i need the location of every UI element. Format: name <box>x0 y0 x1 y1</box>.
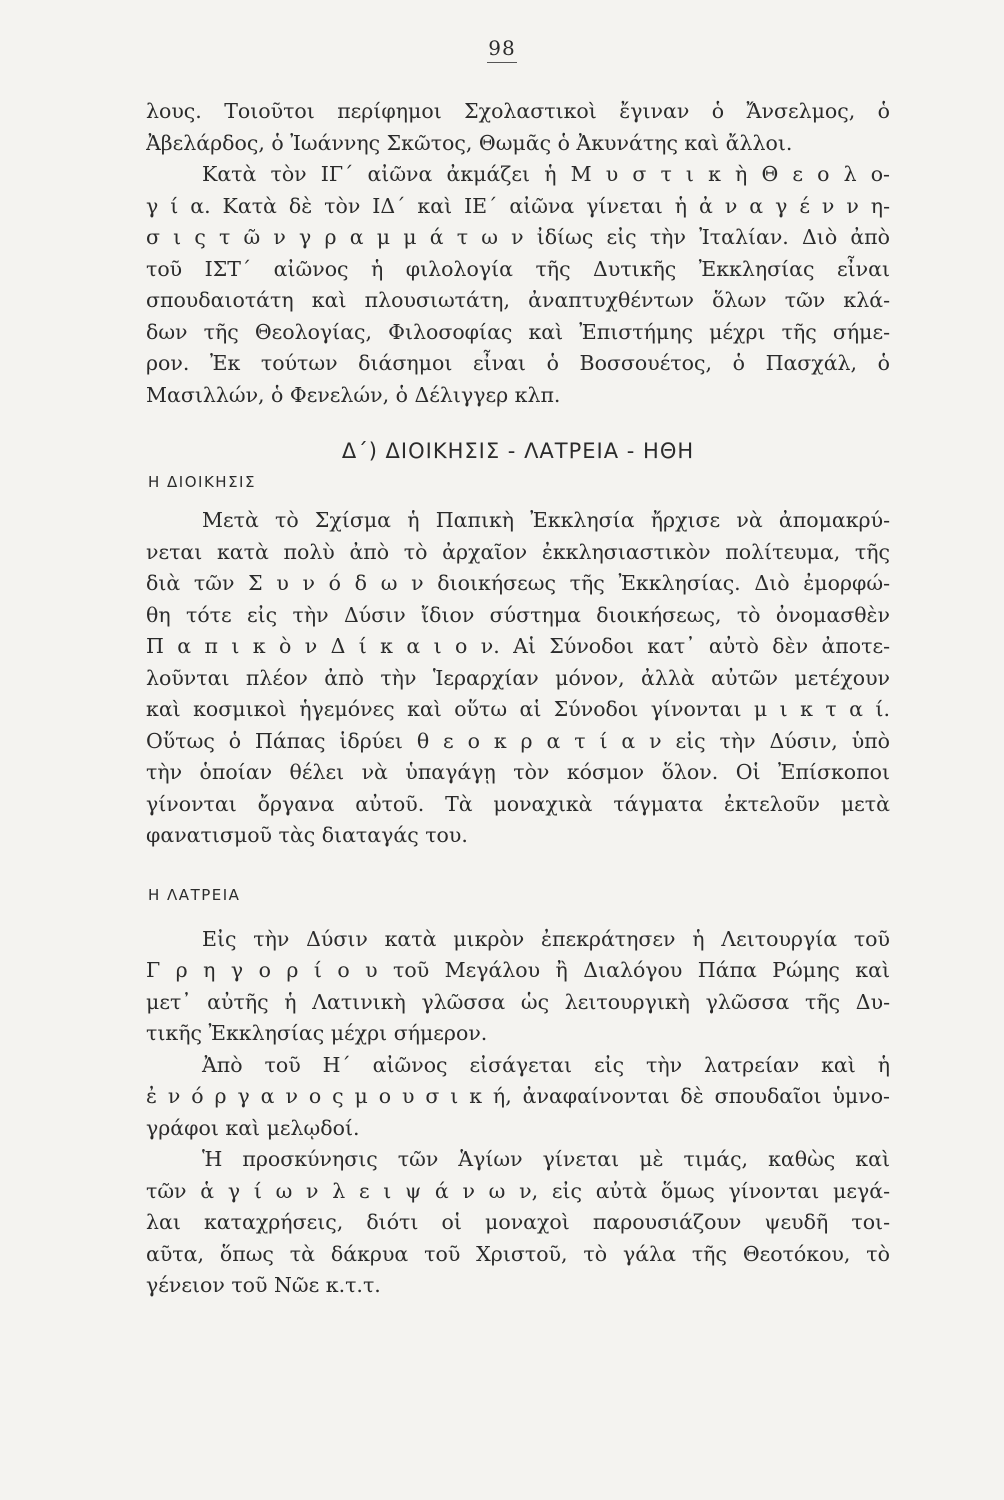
text-line: μετ᾿ αὐτῆς ἡ Λατινικὴ γλῶσσα ὡς λειτουργικὴ γλῶσσα τῆς Δυ- <box>146 989 890 1014</box>
text-line: Γ ρ η γ ο ρ ί ο υ τοῦ Μεγάλου ἢ Διαλόγου Πάπα Ρώμης καὶ <box>146 958 890 982</box>
text-line: γράφοι καὶ μελῳδοί. <box>146 1115 360 1140</box>
text-line: Ἡ προσκύνησις τῶν Ἁγίων γίνεται μὲ τιμάς, καθὼς καὶ <box>202 1147 890 1171</box>
text-line: δων τῆς Θεολογίας, Φιλοσοφίας καὶ Ἐπιστήμης μέχρι τῆς σήμε- <box>146 319 890 344</box>
text-line: λοῦνται πλέον ἀπὸ τὴν Ἱεραρχίαν μόνον, ἀλλὰ αὐτῶν μετέχουν <box>146 665 890 690</box>
text-line: Ἀβελάρδος, ὁ Ἰωάννης Σκῶτος, Θωμᾶς ὁ Ἀκυνάτης καὶ ἄλλοι. <box>146 130 793 155</box>
page-number: 98 <box>0 36 1004 63</box>
text-line: Οὕτως ὁ Πάπας ἱδρύει θ ε ο κ ρ α τ ί α ν εἰς τὴν Δύσιν, ὑπὸ <box>146 728 890 753</box>
text-line: Μετὰ τὸ Σχίσμα ἡ Παπικὴ Ἐκκλησία ἤρχισε νὰ ἀπομακρύ- <box>202 508 890 532</box>
text-line: Εἰς τὴν Δύσιν κατὰ μικρὸν ἐπεκράτησεν ἡ Λειτουργία τοῦ <box>202 926 890 951</box>
text-line: λαι καταχρήσεις, διότι οἱ μοναχοὶ παρουσιάζουν ψευδῆ τοι- <box>146 1210 890 1234</box>
page-body <box>146 96 890 1302</box>
worship-paragraphs <box>146 924 890 1302</box>
text-line: Ἀπὸ τοῦ Η΄ αἰῶνος εἰσάγεται εἰς τὴν λατρείαν καὶ ἡ <box>202 1052 890 1077</box>
subheading-administration: Η ΔΙΟΙΚΗΣΙΣ <box>148 473 256 491</box>
text-line: νεται κατὰ πολὺ ἀπὸ τὸ ἀρχαῖον ἐκκλησιαστικὸν πολίτευμα, τῆς <box>146 539 890 564</box>
text-line: θη τότε εἰς τὴν Δύσιν ἴδιον σύστημα διοικήσεως, τὸ ὀνομασθὲν <box>146 602 890 627</box>
text-line: διὰ τῶν Σ υ ν ό δ ω ν διοικήσεως τῆς Ἐκκλησίας. Διὸ ἐμορφώ- <box>146 571 890 595</box>
administration-paragraph <box>146 505 890 852</box>
subheading-worship: Η ΛΑΤΡΕΙΑ <box>148 885 241 904</box>
text-line: Μασιλλών, ὁ Φενελών, ὁ Δέλιγγερ κλπ. <box>146 382 561 407</box>
text-line: γ ί α. Κατὰ δὲ τὸν ΙΔ΄ καὶ ΙΕ΄ αἰῶνα γίνεται ἡ ἀ ν α γ έ ν ν η- <box>146 193 890 218</box>
text-line: Π α π ι κ ὸ ν Δ ί κ α ι ο ν. Αἱ Σύνοδοι κατ᾿ αὐτὸ δὲν ἀποτε- <box>146 634 890 658</box>
text-line: Κατὰ τὸν ΙΓ΄ αἰῶνα ἀκμάζει ἡ Μ υ σ τ ι κ ὴ Θ ε ο λ ο- <box>202 162 890 186</box>
text-line: τικῆς Ἐκκλησίας μέχρι σήμερον. <box>146 1021 488 1045</box>
text-line: ρον. Ἐκ τούτων διάσημοι εἶναι ὁ Βοσσουέτος, ὁ Πασχάλ, ὁ <box>146 351 890 375</box>
text-line: τοῦ ΙΣΤ΄ αἰῶνος ἡ φιλολογία τῆς Δυτικῆς Ἐκκλησίας εἶναι <box>146 256 890 281</box>
text-line: σπουδαιοτάτη καὶ πλουσιωτάτη, ἀναπτυχθέντων ὅλων τῶν κλά- <box>146 288 890 312</box>
text-line: αῦτα, ὅπως τὰ δάκρυα τοῦ Χριστοῦ, τὸ γάλα τῆς Θεοτόκου, τὸ <box>146 1241 890 1266</box>
text-line: τὴν ὁποίαν θέλει νὰ ὑπαγάγῃ τὸν κόσμον ὅλον. Οἱ Ἐπίσκοποι <box>146 760 890 784</box>
text-line: καὶ κοσμικοὶ ἡγεμόνες καὶ οὕτω αἱ Σύνοδοι γίνονται μ ι κ τ α ί. <box>146 697 890 721</box>
section-title: Δ΄) ΔΙΟΙΚΗΣΙΣ - ΛΑΤΡΕΙΑ - ΗΘΗ <box>341 439 695 463</box>
text-line: λους. Τοιοῦτοι περίφημοι Σχολαστικοὶ ἔγιναν ὁ Ἄνσελμος, ὁ <box>146 99 890 123</box>
text-line: φανατισμοῦ τὰς διαταγάς του. <box>146 823 468 847</box>
text-line: τῶν ἁ γ ί ω ν λ ε ι ψ ά ν ω ν, εἰς αὐτὰ ὅμως γίνονται μεγά- <box>146 1178 890 1203</box>
text-line: ἐ ν ό ρ γ α ν ο ς μ ο υ σ ι κ ή, ἀναφαίνονται δὲ σπουδαῖοι ὑμνο- <box>146 1084 890 1108</box>
intro-paragraphs <box>146 96 890 411</box>
text-line: γίνονται ὄργανα αὐτοῦ. Τὰ μοναχικὰ τάγματα ἐκτελοῦν μετὰ <box>146 791 890 816</box>
text-line: σ ι ς τ ῶ ν γ ρ α μ μ ά τ ω ν ἰδίως εἰς τὴν Ἰταλίαν. Διὸ ἀπὸ <box>146 225 890 249</box>
text-line: γένειον τοῦ Νῶε κ.τ.τ. <box>146 1273 381 1297</box>
